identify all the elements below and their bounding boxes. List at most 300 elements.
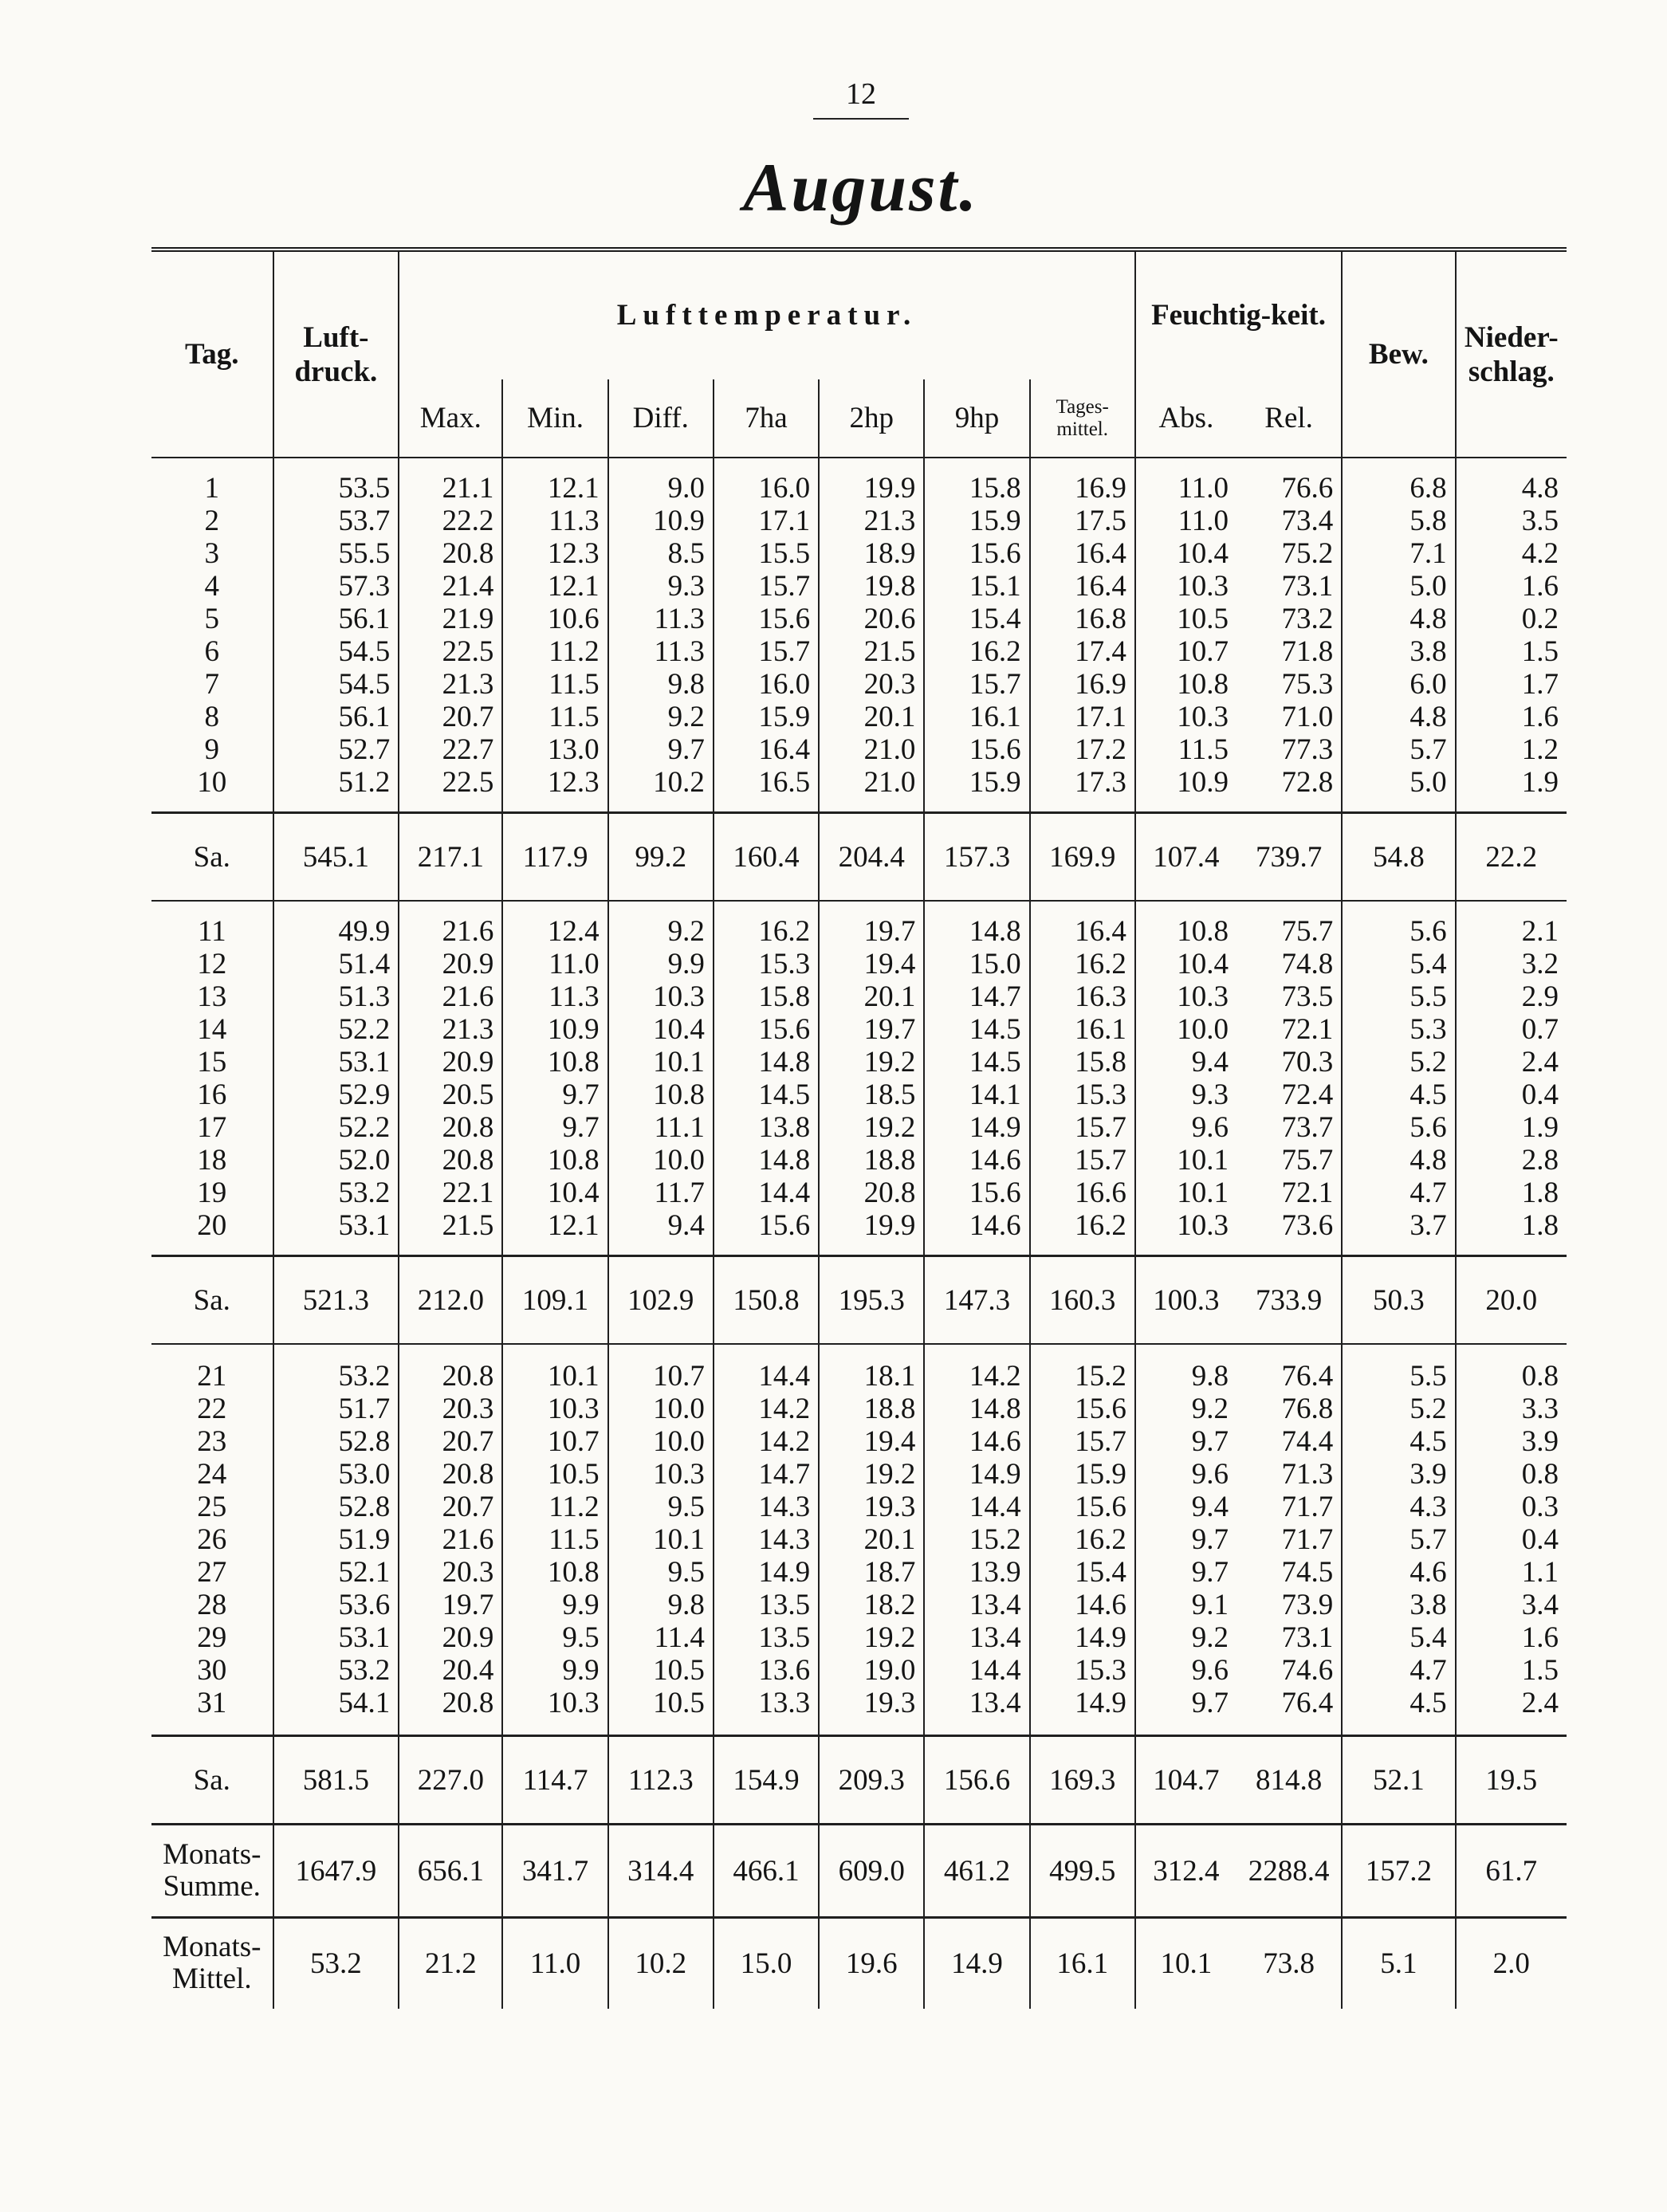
table-cell: 21.6 <box>442 980 494 1013</box>
table-cell: 14.8 <box>969 914 1021 948</box>
table-cell: 73.9 <box>1281 1589 1334 1622</box>
table-cell: 18 <box>197 1143 227 1177</box>
sum-value: 52.1 <box>1342 1736 1455 1825</box>
table-cell: 16.2 <box>758 914 811 948</box>
table-cell: 15.6 <box>758 1208 811 1242</box>
table-cell: 20.1 <box>863 700 916 733</box>
sum-value: 19.5 <box>1456 1736 1567 1825</box>
table-cell: 17.5 <box>1075 504 1126 537</box>
day-column-cell <box>1456 1344 1567 1736</box>
day-column-cell <box>1030 1344 1135 1736</box>
table-cell: 1 <box>204 471 220 505</box>
table-cell: 15.6 <box>758 1012 811 1046</box>
monthly-sum-value: 656.1 <box>399 1825 502 1917</box>
day-column-cell <box>608 901 714 1255</box>
table-cell: 3.7 <box>1409 1208 1447 1242</box>
table-cell: 18.7 <box>863 1556 916 1589</box>
table-cell: 19.2 <box>863 1045 916 1078</box>
table-cell: 7.1 <box>1409 536 1447 570</box>
header-rel: Rel. <box>1236 379 1342 458</box>
table-cell: 9.9 <box>562 1589 600 1622</box>
table-cell: 20.8 <box>442 1143 494 1177</box>
table-cell: 9.7 <box>1191 1687 1229 1720</box>
table-cell: 15.9 <box>969 765 1021 799</box>
table-cell: 19.7 <box>863 1012 916 1046</box>
table-cell: 75.7 <box>1281 1143 1334 1177</box>
day-column-cell <box>924 458 1029 812</box>
table-cell: 0.3 <box>1521 1491 1559 1524</box>
sum-value: 50.3 <box>1342 1256 1455 1345</box>
sum-value: 156.6 <box>924 1736 1029 1825</box>
table-cell: 14.4 <box>758 1360 811 1393</box>
sum-value: 150.8 <box>714 1256 819 1345</box>
table-cell: 2.4 <box>1521 1687 1559 1720</box>
table-cell: 11.2 <box>548 635 600 668</box>
table-cell: 17.4 <box>1075 635 1126 668</box>
table-cell: 19.4 <box>863 947 916 980</box>
sum-row <box>151 1256 1567 1345</box>
table-cell: 15.7 <box>1075 1425 1126 1459</box>
table-cell: 52.2 <box>338 1110 391 1144</box>
table-cell: 21.3 <box>442 1012 494 1046</box>
table-cell: 73.6 <box>1281 1208 1334 1242</box>
day-block <box>151 1344 1567 1736</box>
table-cell: 14.4 <box>758 1176 811 1209</box>
table-cell: 15.6 <box>1075 1393 1126 1426</box>
header-niederschlag: Nieder-schlag. <box>1464 320 1559 388</box>
table-cell: 19.9 <box>863 1208 916 1242</box>
monthly-mean-value: 15.0 <box>714 1917 819 2009</box>
page-number: 12 <box>846 77 876 111</box>
table-cell: 13.3 <box>758 1687 811 1720</box>
table-cell: 15.0 <box>969 947 1021 980</box>
table-cell: 20.7 <box>442 1491 494 1524</box>
table-cell: 14.2 <box>758 1425 811 1459</box>
table-cell: 13.0 <box>547 733 600 766</box>
sum-label: Sa. <box>151 1736 273 1825</box>
header-bewoelkung: Bew. <box>1342 249 1455 458</box>
table-cell: 2.9 <box>1521 980 1559 1013</box>
sum-value: 102.9 <box>608 1256 714 1345</box>
table-cell: 16.2 <box>969 635 1021 668</box>
table-cell: 15.7 <box>1075 1143 1126 1177</box>
day-block <box>151 901 1567 1255</box>
table-cell: 51.4 <box>338 947 391 980</box>
table-cell: 16.9 <box>1075 667 1126 701</box>
table-cell: 10.0 <box>653 1143 705 1177</box>
day-column-cell <box>502 458 607 812</box>
monthly-mean-value: 16.1 <box>1030 1917 1135 2009</box>
day-column-cell <box>273 901 399 1255</box>
table-cell: 20.5 <box>442 1078 494 1111</box>
table-cell: 15.9 <box>969 504 1021 537</box>
table-cell: 9.5 <box>667 1556 705 1589</box>
table-cell: 4.8 <box>1409 602 1447 635</box>
monthly-sum-value: 341.7 <box>502 1825 607 1917</box>
table-cell: 10.8 <box>547 1143 600 1177</box>
table-cell: 15.9 <box>758 700 811 733</box>
day-column-cell <box>1030 458 1135 812</box>
table-cell: 5.0 <box>1409 569 1447 603</box>
monthly-sum-value: 314.4 <box>608 1825 714 1917</box>
table-cell: 20.7 <box>442 700 494 733</box>
table-cell: 10.5 <box>653 1687 705 1720</box>
table-cell: 15.4 <box>1075 1556 1126 1589</box>
table-cell: 10.8 <box>653 1078 705 1111</box>
table-cell: 16 <box>197 1078 227 1111</box>
table-cell: 15.6 <box>969 1176 1021 1209</box>
table-cell: 14.7 <box>969 980 1021 1013</box>
table-cell: 24 <box>197 1458 227 1491</box>
table-cell: 10.7 <box>653 1360 705 1393</box>
table-cell: 10.9 <box>547 1012 600 1046</box>
day-column-cell <box>399 1344 502 1736</box>
table-cell: 75.7 <box>1281 914 1334 948</box>
table-cell: 5.5 <box>1409 980 1447 1013</box>
table-cell: 31 <box>197 1687 227 1720</box>
sum-value: 733.9 <box>1236 1256 1342 1345</box>
table-cell: 14.5 <box>969 1045 1021 1078</box>
day-column-cell <box>714 901 819 1255</box>
table-cell: 20.4 <box>442 1654 494 1687</box>
table-cell: 20.8 <box>863 1176 916 1209</box>
monthly-mean-value: 10.2 <box>608 1917 714 2009</box>
table-cell: 21.3 <box>863 504 916 537</box>
table-cell: 14.6 <box>1075 1589 1126 1622</box>
table-cell: 0.8 <box>1521 1360 1559 1393</box>
table-cell: 17.1 <box>1075 700 1126 733</box>
table-cell: 19.8 <box>863 569 916 603</box>
table-cell: 10 <box>197 765 227 799</box>
table-cell: 10.0 <box>1177 1012 1229 1046</box>
table-cell: 9.1 <box>1191 1589 1229 1622</box>
table-cell: 51.9 <box>338 1523 391 1557</box>
table-cell: 56.1 <box>338 602 391 635</box>
monthly-sum-value: 61.7 <box>1456 1825 1567 1917</box>
table-cell: 3.8 <box>1409 635 1447 668</box>
day-column-cell <box>399 458 502 812</box>
table-cell: 72.4 <box>1281 1078 1334 1111</box>
table-cell: 15.8 <box>1075 1045 1126 1078</box>
table-cell: 16.5 <box>758 765 811 799</box>
table-cell: 4.7 <box>1409 1176 1447 1209</box>
table-cell: 9.7 <box>562 1110 600 1144</box>
monthly-sum-row <box>151 1825 1567 1917</box>
table-cell: 14.2 <box>969 1360 1021 1393</box>
day-column-cell <box>608 458 714 812</box>
table-cell: 1.9 <box>1521 765 1559 799</box>
table-cell: 11.2 <box>548 1491 600 1524</box>
table-cell: 0.8 <box>1521 1458 1559 1491</box>
table-cell: 15.7 <box>758 635 811 668</box>
table-cell: 22.7 <box>442 733 494 766</box>
table-cell: 52.2 <box>338 1012 391 1046</box>
day-column-cell <box>1236 458 1342 812</box>
table-cell: 1.8 <box>1521 1176 1559 1209</box>
table-cell: 20.3 <box>442 1556 494 1589</box>
table-cell: 22.2 <box>442 504 494 537</box>
table-cell: 53.2 <box>338 1176 391 1209</box>
table-cell: 9.4 <box>1191 1045 1229 1078</box>
table-cell: 5.2 <box>1409 1045 1447 1078</box>
table-cell: 52.0 <box>338 1143 391 1177</box>
table-cell: 17.2 <box>1075 733 1126 766</box>
table-cell: 9.3 <box>1191 1078 1229 1111</box>
monthly-sum-value: 1647.9 <box>273 1825 399 1917</box>
sum-label: Sa. <box>151 813 273 902</box>
day-column-cell <box>608 1344 714 1736</box>
table-cell: 74.5 <box>1281 1556 1334 1589</box>
table-cell: 21.6 <box>442 914 494 948</box>
table-cell: 74.4 <box>1281 1425 1334 1459</box>
table-cell: 28 <box>197 1589 227 1622</box>
table-cell: 21.3 <box>442 667 494 701</box>
day-column-cell <box>151 1344 273 1736</box>
table-cell: 11.4 <box>654 1621 705 1655</box>
table-cell: 20.1 <box>863 1523 916 1557</box>
table-cell: 0.7 <box>1521 1012 1559 1046</box>
table-cell: 10.1 <box>653 1523 705 1557</box>
table-cell: 17.3 <box>1075 765 1126 799</box>
day-column-cell <box>502 901 607 1255</box>
table-cell: 9.7 <box>1191 1556 1229 1589</box>
table-cell: 16.4 <box>1075 569 1126 603</box>
monthly-sum-value: 461.2 <box>924 1825 1029 1917</box>
header-lufttemperatur: Lufttemperatur. <box>399 249 1135 379</box>
table-cell: 4 <box>204 569 220 603</box>
table-cell: 17.1 <box>758 504 811 537</box>
sum-value: 227.0 <box>399 1736 502 1825</box>
table-cell: 14.4 <box>969 1654 1021 1687</box>
table-cell: 17 <box>197 1110 227 1144</box>
table-cell: 73.1 <box>1281 1621 1334 1655</box>
table-cell: 22 <box>197 1393 227 1426</box>
table-cell: 15.3 <box>758 947 811 980</box>
monthly-sum-value: 2288.4 <box>1236 1825 1342 1917</box>
table-cell: 18.8 <box>863 1393 916 1426</box>
table-cell: 51.2 <box>338 765 391 799</box>
table-cell: 11.0 <box>1178 504 1229 537</box>
table-cell: 7 <box>204 667 220 701</box>
table-cell: 9.3 <box>667 569 705 603</box>
table-cell: 20.3 <box>442 1393 494 1426</box>
table-cell: 10.7 <box>1177 635 1229 668</box>
table-cell: 19.4 <box>863 1425 916 1459</box>
sum-value: 160.3 <box>1030 1256 1135 1345</box>
table-cell: 14.5 <box>758 1078 811 1111</box>
table-cell: 9.5 <box>667 1491 705 1524</box>
day-column-cell <box>273 458 399 812</box>
header-tagesmittel: Tages-mittel. <box>1030 379 1135 458</box>
table-cell: 14.9 <box>969 1458 1021 1491</box>
table-cell: 14.8 <box>758 1143 811 1177</box>
table-cell: 11.1 <box>654 1110 705 1144</box>
table-cell: 9.6 <box>1191 1458 1229 1491</box>
table-cell: 16.3 <box>1075 980 1126 1013</box>
table-cell: 14.6 <box>969 1143 1021 1177</box>
table-cell: 5 <box>204 602 220 635</box>
table-cell: 19.9 <box>863 471 916 505</box>
table-cell: 9.6 <box>1191 1654 1229 1687</box>
table-cell: 13.5 <box>758 1589 811 1622</box>
table-cell: 21.6 <box>442 1523 494 1557</box>
day-column-cell <box>1342 1344 1455 1736</box>
table-cell: 20.9 <box>442 1045 494 1078</box>
table-cell: 0.4 <box>1521 1078 1559 1111</box>
sum-value: 581.5 <box>273 1736 399 1825</box>
page-title: August. <box>743 149 979 226</box>
table-cell: 5.7 <box>1409 1523 1447 1557</box>
table-cell: 15.9 <box>1075 1458 1126 1491</box>
table-cell: 53.2 <box>338 1654 391 1687</box>
day-column-cell <box>399 901 502 1255</box>
monthly-mean-value: 2.0 <box>1456 1917 1567 2009</box>
table-cell: 3.9 <box>1409 1458 1447 1491</box>
table-cell: 10.1 <box>547 1360 600 1393</box>
table-cell: 14.9 <box>1075 1621 1126 1655</box>
table-cell: 15.6 <box>1075 1491 1126 1524</box>
header-tag: Tag. <box>151 249 273 458</box>
table-cell: 12.1 <box>547 1208 600 1242</box>
table-cell: 14.6 <box>969 1208 1021 1242</box>
table-cell: 10.3 <box>1177 569 1229 603</box>
monthly-sum-value: 609.0 <box>819 1825 924 1917</box>
table-cell: 10.3 <box>653 1458 705 1491</box>
table-cell: 14.3 <box>758 1491 811 1524</box>
sum-value: 195.3 <box>819 1256 924 1345</box>
day-column-cell <box>151 901 273 1255</box>
table-cell: 2 <box>204 504 220 537</box>
table-cell: 76.4 <box>1281 1687 1334 1720</box>
table-cell: 1.6 <box>1521 1621 1559 1655</box>
table-cell: 16.4 <box>1075 914 1126 948</box>
table-cell: 3.4 <box>1521 1589 1559 1622</box>
table-cell: 0.2 <box>1521 602 1559 635</box>
table-cell: 10.5 <box>1177 602 1229 635</box>
table-cell: 53.1 <box>338 1208 391 1242</box>
table-cell: 14.6 <box>969 1425 1021 1459</box>
table-cell: 54.5 <box>338 635 391 668</box>
day-column-cell <box>819 458 924 812</box>
table-cell: 9.2 <box>1191 1621 1229 1655</box>
table-cell: 12.4 <box>547 914 600 948</box>
table-cell: 27 <box>197 1556 227 1589</box>
table-cell: 5.6 <box>1409 1110 1447 1144</box>
table-cell: 19 <box>197 1176 227 1209</box>
table-cell: 21.4 <box>442 569 494 603</box>
table-cell: 9.2 <box>1191 1393 1229 1426</box>
day-column-cell <box>1135 901 1236 1255</box>
day-column-cell <box>1135 458 1236 812</box>
table-cell: 5.5 <box>1409 1360 1447 1393</box>
table-cell: 54.5 <box>338 667 391 701</box>
table-cell: 21.5 <box>863 635 916 668</box>
header-max: Max. <box>399 379 502 458</box>
day-column-cell <box>924 1344 1029 1736</box>
table-cell: 73.7 <box>1281 1110 1334 1144</box>
table-cell: 1.8 <box>1521 1208 1559 1242</box>
table-cell: 6.8 <box>1409 471 1447 505</box>
table-cell: 54.1 <box>338 1687 391 1720</box>
sum-value: 739.7 <box>1236 813 1342 902</box>
table-cell: 10.8 <box>547 1556 600 1589</box>
monthly-mean-value: 14.9 <box>924 1917 1029 2009</box>
table-cell: 76.8 <box>1281 1393 1334 1426</box>
table-cell: 73.5 <box>1281 980 1334 1013</box>
table-cell: 52.1 <box>338 1556 391 1589</box>
table-cell: 4.2 <box>1521 536 1559 570</box>
table-cell: 10.8 <box>1177 667 1229 701</box>
table-cell: 77.3 <box>1281 733 1334 766</box>
table-cell: 5.4 <box>1409 1621 1447 1655</box>
table-cell: 15.3 <box>1075 1654 1126 1687</box>
header-min: Min. <box>502 379 607 458</box>
day-column-cell <box>1135 1344 1236 1736</box>
table-cell: 25 <box>197 1491 227 1524</box>
table-cell: 15.6 <box>969 733 1021 766</box>
table-cell: 5.4 <box>1409 947 1447 980</box>
header-7ha: 7ha <box>714 379 819 458</box>
table-cell: 20.7 <box>442 1425 494 1459</box>
sum-value: 814.8 <box>1236 1736 1342 1825</box>
sum-value: 212.0 <box>399 1256 502 1345</box>
header-9hp: 9hp <box>924 379 1029 458</box>
table-cell: 19.0 <box>863 1654 916 1687</box>
table-cell: 9.9 <box>667 947 705 980</box>
table-cell: 15.5 <box>758 536 811 570</box>
table-cell: 10.3 <box>1177 980 1229 1013</box>
table-cell: 5.2 <box>1409 1393 1447 1426</box>
table-cell: 9.7 <box>1191 1425 1229 1459</box>
table-cell: 20.8 <box>442 1110 494 1144</box>
table-cell: 18.8 <box>863 1143 916 1177</box>
table-cell: 21.1 <box>442 471 494 505</box>
header-2hp: 2hp <box>819 379 924 458</box>
table-cell: 14.9 <box>1075 1687 1126 1720</box>
table-cell: 71.7 <box>1281 1523 1334 1557</box>
sum-row <box>151 1736 1567 1825</box>
table-cell: 16.0 <box>758 667 811 701</box>
header-diff: Diff. <box>608 379 714 458</box>
table-cell: 15.7 <box>1075 1110 1126 1144</box>
day-column-cell <box>1456 458 1567 812</box>
monthly-mean-row <box>151 1917 1567 2009</box>
day-column-cell <box>1030 901 1135 1255</box>
table-cell: 21.0 <box>863 765 916 799</box>
table-cell: 13.6 <box>758 1654 811 1687</box>
table-cell: 1.5 <box>1521 635 1559 668</box>
table-cell: 73.2 <box>1281 602 1334 635</box>
table-cell: 15 <box>197 1045 227 1078</box>
table-cell: 21.5 <box>442 1208 494 1242</box>
table-cell: 53.1 <box>338 1621 391 1655</box>
table-cell: 14.9 <box>969 1110 1021 1144</box>
table-cell: 73.1 <box>1281 569 1334 603</box>
table-cell: 53.2 <box>338 1360 391 1393</box>
table-cell: 10.1 <box>1177 1176 1229 1209</box>
table-cell: 19.2 <box>863 1458 916 1491</box>
table-cell: 10.3 <box>547 1393 600 1426</box>
table-cell: 15.8 <box>969 471 1021 505</box>
day-column-cell <box>924 901 1029 1255</box>
day-column-cell <box>819 901 924 1255</box>
table-cell: 9.6 <box>1191 1110 1229 1144</box>
table-cell: 4.8 <box>1409 1143 1447 1177</box>
day-column-cell <box>1342 901 1455 1255</box>
sum-value: 154.9 <box>714 1736 819 1825</box>
sum-value: 20.0 <box>1456 1256 1567 1345</box>
table-cell: 1.9 <box>1521 1110 1559 1144</box>
